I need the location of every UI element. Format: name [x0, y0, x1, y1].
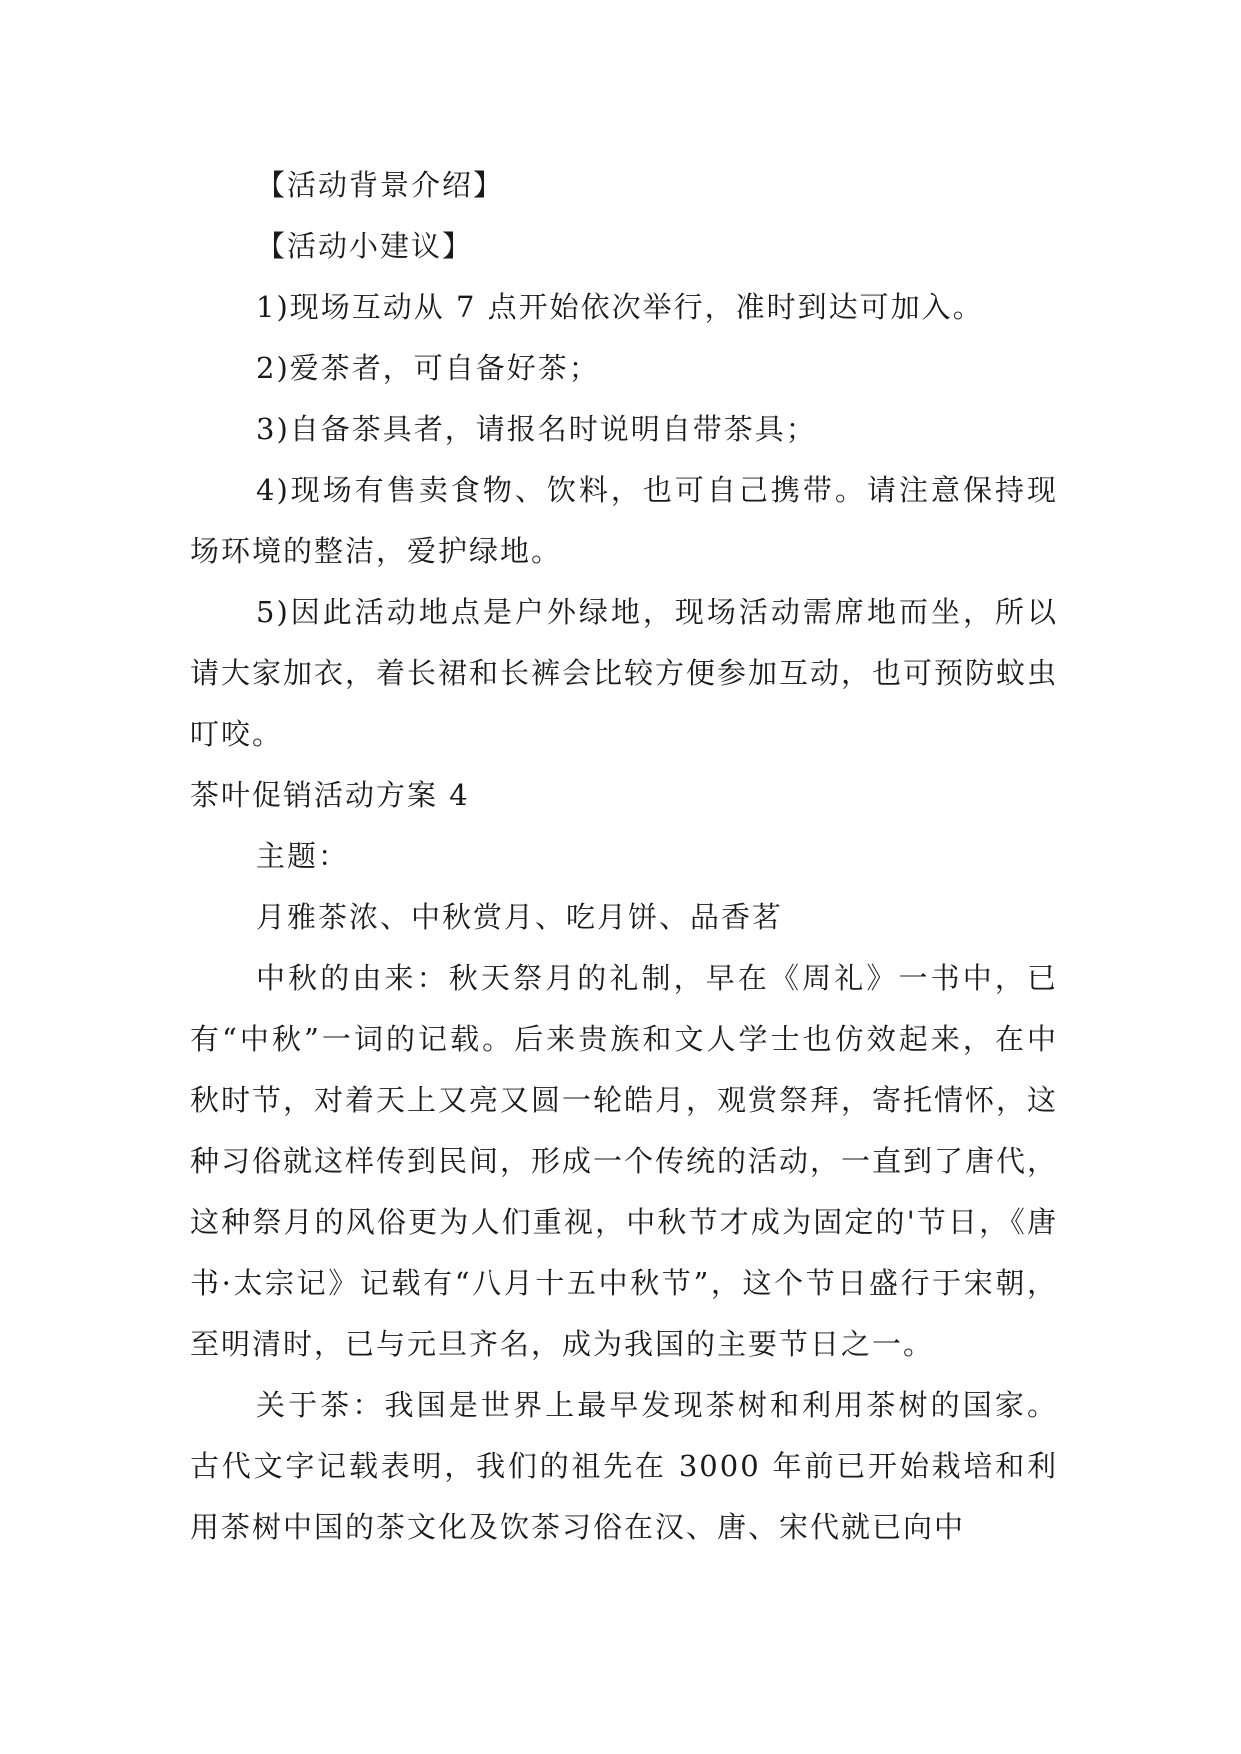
about-tea-paragraph: 关于茶：我国是世界上最早发现茶树和利用茶树的国家。古代文字记载表明，我们的祖先在 3000 年前已开始栽培和利用茶树中国的茶文化及饮茶习俗在汉、唐、宋代就已向中: [190, 1388, 1058, 1544]
suggestion-item-4: 4)现场有售卖食物、饮料，也可自己携带。请注意保持现场环境的整洁，爱护绿地。: [190, 473, 1058, 568]
suggestion-item-2: 2)爱茶者，可自备好茶；: [256, 351, 600, 385]
theme-text: 月雅茶浓、中秋赏月、吃月饼、品香茗: [256, 900, 784, 934]
mid-autumn-origin-paragraph: 中秋的由来：秋天祭月的礼制，早在《周礼》一书中，已有“中秋”一词的记载。后来贵族和文人学士也仿效起来，在中秋时节，对着天上又亮又圆一轮皓月，观赏祭拜，寄托情怀，这种习俗就这样传到民间，形成一个传统的活动，一直到了唐代，这种祭月的风俗更为人们重视，中秋节才成为固定的'节日，《唐书·太宗记》记载有“八月十五中秋节”，这个节日盛行于宋朝，至明清时，已与元旦齐名，成为我国的主要节日之一。: [190, 961, 1059, 1361]
suggestion-item-5: 5)因此活动地点是户外绿地，现场活动需席地而坐，所以请大家加衣，着长裙和长裤会比较方便参加互动，也可预防蚊虫叮咬。: [190, 595, 1059, 751]
theme-label: 主题：: [256, 839, 350, 873]
background-heading: 【活动背景介绍】: [256, 168, 505, 202]
section-title: 茶叶促销活动方案 4: [190, 778, 470, 812]
document-body: [190, 155, 1058, 1558]
suggestion-item-3: 3)自备茶具者，请报名时说明自带茶具；: [256, 412, 817, 446]
suggestions-heading: 【活动小建议】: [256, 229, 474, 263]
suggestion-item-1: 1)现场互动从 7 点开始依次举行，准时到达可加入。: [256, 290, 984, 324]
